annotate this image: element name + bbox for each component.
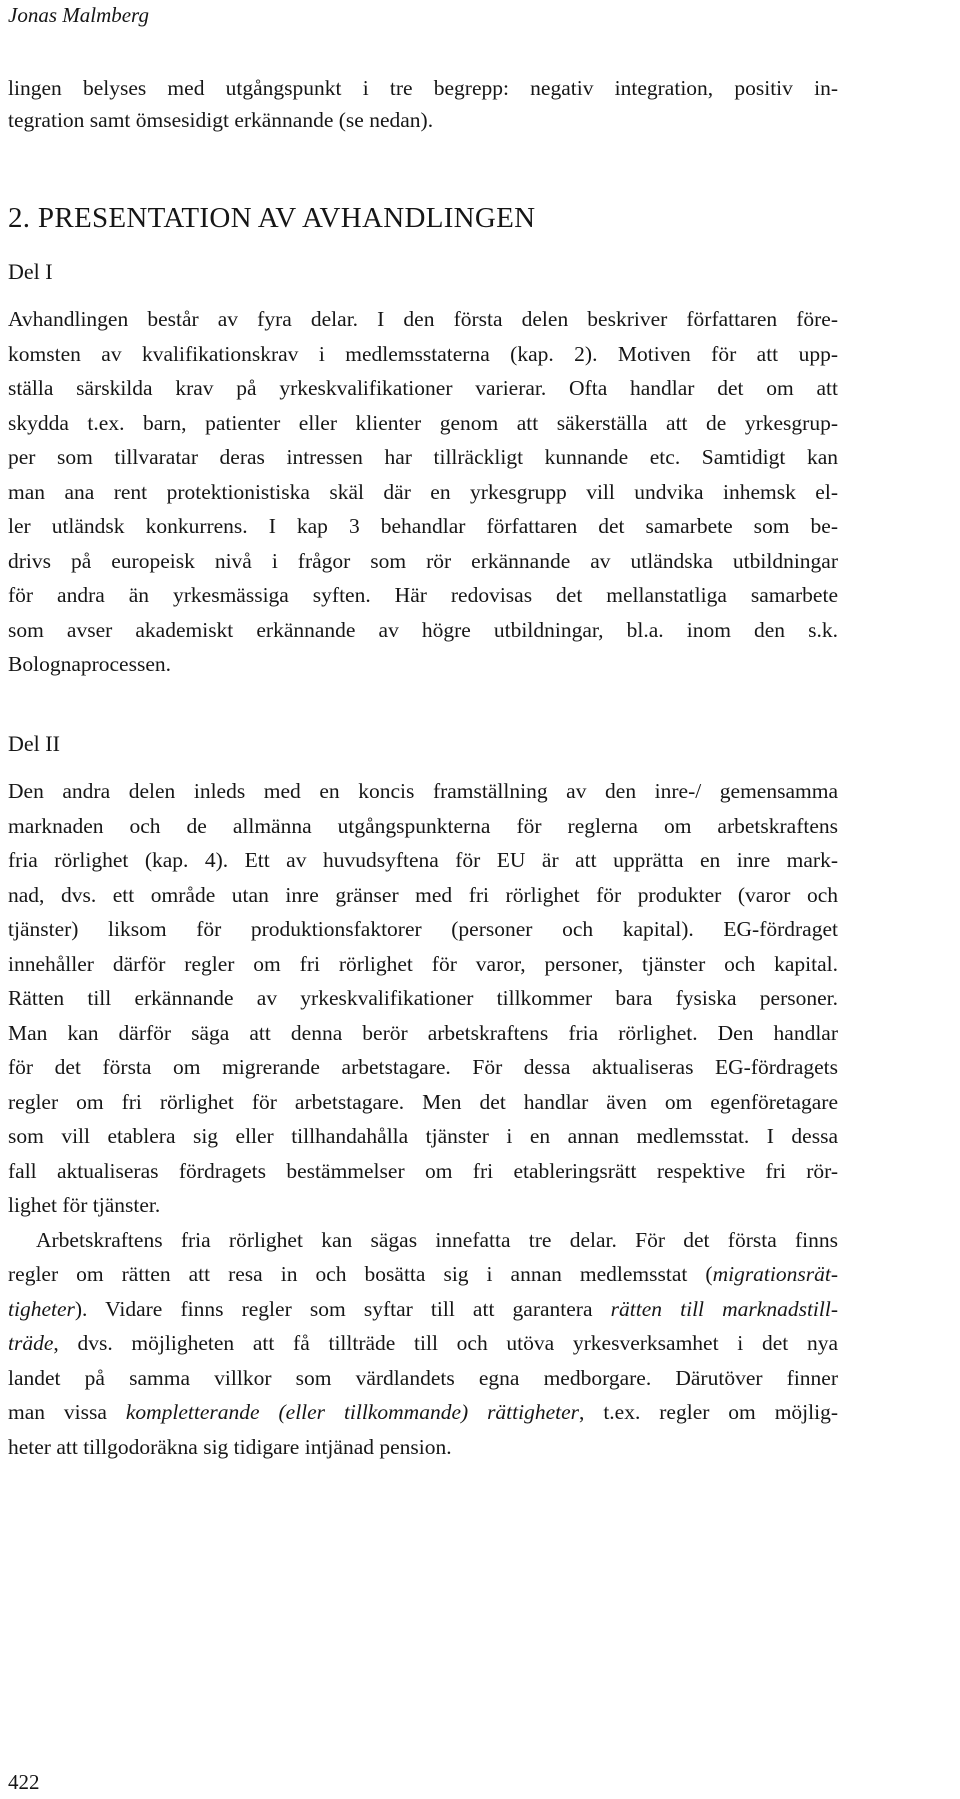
part1-line: per som tillvaratar deras intressen har tillräckligt kunnande etc. Samtidigt kan	[8, 445, 838, 469]
part2-line: Den andra delen inleds med en koncis framställning av den inre-/ gemensamma	[8, 779, 838, 803]
part1-line: för andra än yrkesmässiga syften. Här redovisas det mellanstatliga samarbete	[8, 583, 838, 607]
part2-p2-line-2	[8, 1258, 838, 1290]
part2-line: Rätten till erkännande av yrkeskvalifikationer tillkommer bara fysiska personer.	[8, 986, 838, 1010]
part2-title: Del II	[8, 731, 60, 756]
part2-line: regler om fri rörlighet för arbetstagare. Men det handlar även om egenföretagare	[8, 1090, 838, 1114]
part2-line: Man kan därför säga att denna berör arbetskraftens fria rörlighet. Den handlar	[8, 1021, 838, 1045]
part2-line: fall aktualiseras fördragets bestämmelser om fri etableringsrätt respektive fri rör-	[8, 1159, 838, 1183]
italic-term: migrationsrät-	[712, 1262, 838, 1286]
part2-line: tjänster) liksom för produktionsfaktorer (personer och kapital). EG-fördraget	[8, 917, 838, 941]
italic-term: träde	[8, 1331, 54, 1355]
part2-line: marknaden och de allmänna utgångspunkterna för reglerna om arbetskraftens	[8, 814, 838, 838]
part1-line: komsten av kvalifikationskrav i medlemsstaterna (kap. 2). Motiven för att upp-	[8, 342, 838, 366]
part2-line: lighet för tjänster.	[8, 1193, 161, 1217]
text-run: man vissa	[8, 1400, 126, 1424]
italic-term: kompletterande (eller tillkommande) rättigheter	[125, 1400, 580, 1424]
part2-p2-line-3	[8, 1293, 838, 1325]
part2-p2-line-4	[8, 1327, 838, 1359]
part1-line: man ana rent protektionistiska skäl där en yrkesgrupp vill undvika inhemsk el-	[8, 480, 838, 504]
page-number: 422	[8, 1770, 40, 1794]
intro-line-1: lingen belyses med utgångspunkt i tre begrepp: negativ integration, positiv in-	[8, 76, 838, 100]
part1-line: drivs på europeisk nivå i frågor som rör erkännande av utländska utbildningar	[8, 549, 838, 573]
part1-line: ställa särskilda krav på yrkeskvalifikationer varierar. Ofta handlar det om att	[8, 376, 838, 400]
running-header: Jonas Malmberg	[8, 3, 149, 27]
part2-line: innehåller därför regler om fri rörlighet för varor, personer, tjänster och kapital.	[8, 952, 838, 976]
text-run: , dvs. möjligheten att få tillträde till och utöva yrkesverksamhet i det nya	[53, 1331, 838, 1355]
italic-term: tigheter	[8, 1297, 75, 1321]
part2-p2-line-1: Arbetskraftens fria rörlighet kan sägas innefatta tre delar. För det första finns	[36, 1228, 838, 1252]
text-run: regler om rätten att resa in och bosätta sig i annan medlemsstat (	[8, 1262, 713, 1286]
part1-title: Del I	[8, 259, 53, 284]
part2-line: nad, dvs. ett område utan inre gränser med fri rörlighet för produkter (varor och	[8, 883, 838, 907]
part1-line: skydda t.ex. barn, patienter eller klienter genom att säkerställa att de yrkesgrup-	[8, 411, 838, 435]
part2-line: fria rörlighet (kap. 4). Ett av huvudsyftena för EU är att upprätta en inre mark-	[8, 848, 838, 872]
part2-p2-line-7: heter att tillgodoräkna sig tidigare intjänad pension.	[8, 1435, 452, 1459]
text-run: , t.ex. regler om möjlig-	[579, 1400, 838, 1424]
part2-line: för det första om migrerande arbetstagare. För dessa aktualiseras EG-fördragets	[8, 1055, 838, 1079]
part1-line: Avhandlingen består av fyra delar. I den första delen beskriver författaren före-	[8, 307, 838, 331]
part1-line: ler utländsk konkurrens. I kap 3 behandlar författaren det samarbete som be-	[8, 514, 838, 538]
part1-line: som avser akademiskt erkännande av högre utbildningar, bl.a. inom den s.k.	[8, 618, 838, 642]
section-heading: 2. PRESENTATION AV AVHANDLINGEN	[8, 202, 536, 234]
part1-line: Bolognaprocessen.	[8, 652, 172, 676]
part2-p2-line-5: landet på samma villkor som värdlandets egna medborgare. Därutöver finner	[8, 1366, 838, 1390]
text-run: ). Vidare finns regler som syftar till att garantera	[74, 1297, 611, 1321]
intro-line-2: tegration samt ömsesidigt erkännande (se nedan).	[8, 108, 434, 132]
italic-term: rätten till marknadstill-	[610, 1297, 838, 1321]
part2-line: som vill etablera sig eller tillhandahålla tjänster i en annan medlemsstat. I dessa	[8, 1124, 838, 1148]
part2-p2-line-6	[8, 1396, 838, 1428]
